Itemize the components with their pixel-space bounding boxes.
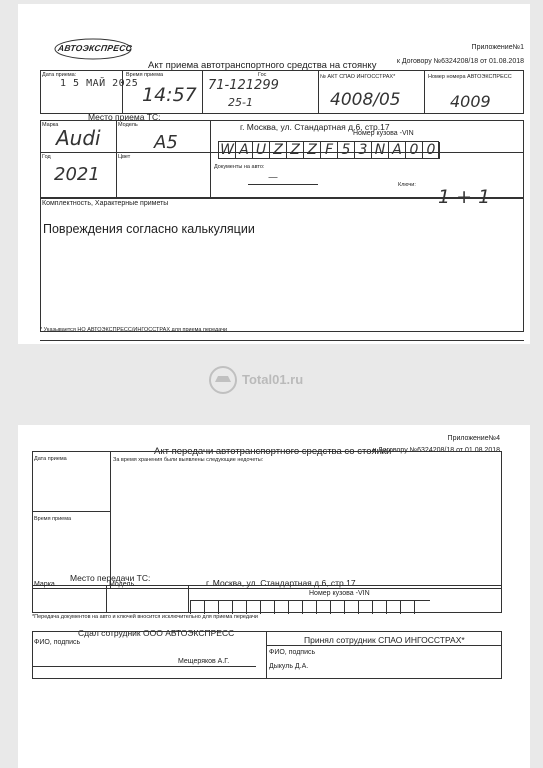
vin-boxes-2 — [190, 600, 430, 614]
model-label: Модель — [118, 122, 138, 128]
vin-empty-cell — [218, 601, 219, 614]
plate-label: Гос — [258, 72, 267, 78]
completeness-label: Комплектность, Характерные приметы — [42, 200, 169, 207]
place-label-2: Место передачи ТС: — [70, 573, 151, 583]
vin-empty-cell — [330, 601, 331, 614]
name-left: Мещеряков А.Г. — [178, 658, 230, 665]
time-label-2: Время приема — [34, 516, 72, 522]
storage-label: За время хранения были выявлены следующие недочеты: — [113, 457, 264, 463]
vin-empty-cell — [316, 601, 317, 614]
vin-empty-cell — [358, 601, 359, 614]
footnote-2: *Передача документов на авто и ключей вносится исключительно для приема передачи — [32, 614, 258, 620]
internal-number-label: Номер номера АВТОЭКСПРЕСС — [428, 74, 512, 80]
year-label: Год — [42, 154, 51, 160]
vin-empty-cell — [372, 601, 373, 614]
document-title-2: Акт передачи автотранспортного средства со стоянки — [154, 446, 392, 457]
footnote: * Указывается НО АВТОЭКСПРЕСС/ИНГОССТРАХ для приема передачи — [40, 327, 228, 333]
vin-empty-cell — [414, 601, 415, 614]
model-label-2: Модель — [109, 581, 135, 588]
contract-reference-2: к Договору №6324208/18 от 01.08.2018 — [372, 447, 500, 454]
watermark-text: Total01.ru — [242, 372, 304, 387]
vin-empty-cell — [190, 601, 191, 614]
date-stamp: 1 5 МАЙ 2025 — [60, 78, 139, 89]
vin-empty-cell — [386, 601, 387, 614]
vin-empty-cell — [288, 601, 289, 614]
watermark — [208, 365, 328, 395]
docs-value: — — [268, 172, 278, 183]
act-number-label: № АКТ СПАО ИНГОССТРАХ* — [320, 74, 396, 80]
document-title: Акт приема автотранспортного средства на стоянку — [148, 60, 377, 71]
vin-empty-cell — [274, 601, 275, 614]
vin-char-cell: 3 — [355, 142, 372, 159]
brand-label-2: Марка — [34, 581, 55, 588]
appendix-label: Приложение№1 — [471, 44, 524, 51]
brand-value: Audi — [56, 126, 101, 150]
vin-char-cell: 5 — [338, 142, 355, 159]
plate-value-1: 71-121299 — [208, 78, 279, 93]
vin-empty-cell — [260, 601, 261, 614]
place-address: г. Москва, ул. Стандартная д.6, стр.17 — [240, 122, 390, 132]
keys-value: 1 + 1 — [438, 186, 491, 208]
completeness-box — [40, 198, 524, 332]
vin-empty-cell — [204, 601, 205, 614]
vin-char-cell: F — [321, 142, 338, 159]
name-right: Дыкуль Д.А. — [269, 663, 309, 670]
vin-char-cell: N — [372, 142, 389, 159]
act-number-value: 4008/05 — [330, 90, 401, 110]
color-label: Цвет — [118, 154, 131, 160]
plate-value-2: 25-1 — [228, 96, 253, 109]
vin-empty-cell — [232, 601, 233, 614]
received-label: Принял сотрудник СПАО ИНГОССТРАХ* — [304, 635, 465, 645]
fio-label-left: ФИО, подпись — [34, 639, 81, 646]
vin-boxes — [218, 141, 439, 159]
vin-char-cell: A — [389, 142, 406, 159]
appendix-label-2: Приложение№4 — [447, 435, 500, 442]
docs-label: Документы на авто: — [214, 164, 265, 170]
vin-char-cell: Z — [270, 142, 287, 159]
logo-text: АВТОЭКСПРЕСС — [57, 43, 133, 53]
date-label: Дата приема: — [42, 72, 77, 78]
handover-act-sheet — [18, 425, 530, 768]
vin-label: Номер кузова -VIN — [353, 130, 414, 137]
handed-label: Сдал сотрудник ООО АВТОЭКСПРЕСС — [78, 628, 235, 638]
vin-char-cell: Z — [304, 142, 321, 159]
company-logo — [54, 38, 132, 60]
damage-note: Повреждения согласно калькуляции — [43, 222, 255, 236]
year-value: 2021 — [54, 164, 100, 185]
date-label-2: Дата приема — [34, 456, 67, 462]
internal-number-value: 4009 — [450, 92, 491, 111]
place-address-2: г. Москва, ул. Стандартная д.6, стр.17 — [206, 578, 356, 588]
time-label: Время приема — [126, 72, 164, 78]
model-value: A5 — [154, 132, 178, 153]
vin-empty-cell — [400, 601, 401, 614]
vin-char-cell: 0 — [423, 142, 440, 159]
brand-label: Марка — [42, 122, 59, 128]
vin-empty-cell — [302, 601, 303, 614]
vin-char-cell: A — [236, 142, 253, 159]
time-value: 14:57 — [142, 84, 197, 106]
vin-char-cell: U — [253, 142, 270, 159]
vin-char-cell: W — [219, 142, 236, 159]
place-label: Место приема ТС: — [88, 112, 161, 122]
storage-box — [32, 451, 502, 589]
contract-reference: к Договору №6324208/18 от 01.08.2018 — [396, 58, 524, 65]
vin-empty-cell — [246, 601, 247, 614]
vin-char-cell: 0 — [406, 142, 423, 159]
acceptance-act-sheet — [18, 4, 530, 344]
keys-label: Ключи: — [398, 182, 416, 188]
vin-char-cell: Z — [287, 142, 304, 159]
vin-empty-cell — [344, 601, 345, 614]
vin-label-2: Номер кузова -VIN — [309, 590, 370, 597]
fio-label-right: ФИО, подпись — [269, 649, 316, 656]
watermark-car-icon — [208, 365, 238, 395]
signature-box — [32, 631, 502, 679]
